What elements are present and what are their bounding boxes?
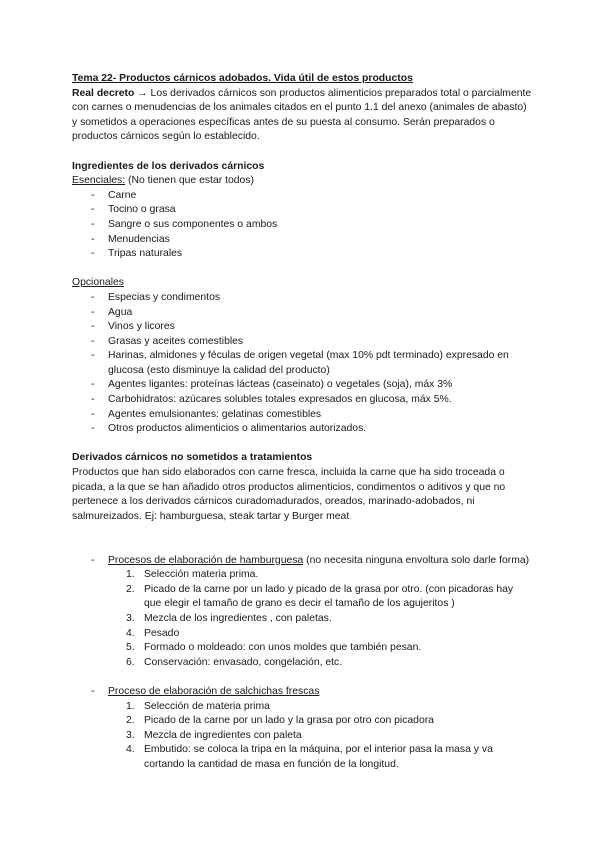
page-title: Tema 22- Productos cárnicos adobados. Vida útil de estos productos: [72, 73, 413, 84]
list-item: - Carbohidratos: azúcares solubles totales expresados en glucosa, máx 5%.: [72, 393, 532, 408]
arrow-glyph: →: [137, 87, 148, 99]
step-text: Picado de la carne por un lado y la grasa por otro con picadora: [144, 715, 434, 727]
step-number: 5.: [126, 642, 135, 654]
step-number: 4.: [126, 627, 135, 639]
list-item: - Vinos y licores: [72, 320, 532, 335]
intro-text: Los derivados cárnicos son productos alimenticios preparados total o parcialmente con carnes o menudencias de los animales citados en el punto 1.1 del anexo (animales de abasto) y sometidos a operaciones específicas antes de su puesta al consumo. Serán preparados o productos cárnicos según lo establecido.: [72, 87, 532, 143]
list-item: [72, 612, 532, 627]
intro-label: Real decreto: [72, 87, 135, 99]
essentials-label: Esenciales:: [72, 175, 126, 187]
step-number: 3.: [126, 612, 135, 624]
essentials-line: [72, 174, 532, 189]
list-item: [72, 641, 532, 656]
optional-list: [72, 291, 532, 437]
untreated-paragraph: Productos que han sido elaborados con carne fresca, incluida la carne que ha sido troceada o picada, a la que se han añadido otros productos alimenticios, condimentos o aditivos y que no pertenece a los derivados cárnicos curadomadurados, oreados, marinado-adobados, ni salmureizados. Ej: hamburguesa, steak tartar y Burger meat: [72, 467, 506, 522]
list-item: [72, 700, 532, 715]
list-item: - Grasas y aceites comestibles: [72, 335, 532, 350]
list-item: [72, 627, 532, 642]
intro-paragraph: [72, 87, 532, 145]
untreated-heading: Derivados cárnicos no sometidos a tratamientos: [72, 452, 313, 464]
sausage-process-item: [72, 685, 532, 700]
list-item: - Tocino o grasa: [72, 203, 532, 218]
sausage-steps: [72, 700, 532, 773]
list-item: [72, 568, 532, 583]
step-text: Selección de materia prima: [144, 700, 270, 712]
list-item: - Especias y condimentos: [72, 291, 532, 306]
step-number: 2.: [126, 715, 135, 727]
step-text: Conservación: envasado, congelación, etc.: [144, 656, 343, 668]
step-text: Mezcla de ingredientes con paleta: [144, 729, 302, 741]
list-item: [72, 714, 532, 729]
burger-section: [72, 554, 532, 569]
optional-label: Opcionales: [72, 277, 124, 289]
list-item: - Agentes emulsionantes: gelatinas comestibles: [72, 408, 532, 423]
list-item: [72, 583, 532, 612]
list-item: - Agua: [72, 306, 532, 321]
burger-process-item: [72, 554, 532, 569]
burger-steps: [72, 568, 532, 670]
step-text: Formado o moldeado: con unos moldes que también pesan.: [144, 642, 422, 654]
step-text: Selección materia prima.: [144, 569, 259, 581]
essentials-note: (No tienen que estar todos): [128, 175, 254, 187]
ingredients-heading: Ingredientes de los derivados cárnicos: [72, 160, 265, 172]
step-number: 6.: [126, 656, 135, 668]
step-number: 3.: [126, 729, 135, 741]
step-text: Picado de la carne por un lado y picado de la grasa por otro. (con picadoras hay que elegir el tamaño de grano es decir el tamaño de los agujeritos ): [144, 583, 514, 610]
essentials-list: [72, 189, 532, 262]
sausage-section: [72, 685, 532, 700]
sausage-process-label: Proceso de elaboración de salchichas frescas: [108, 685, 320, 697]
list-item: - Tripas naturales: [72, 247, 532, 262]
step-text: Embutido: se coloca la tripa en la máquina, por el interior pasa la masa y va cortando la cantidad de masa en función de la longitud.: [144, 744, 493, 770]
step-number: 1.: [126, 569, 135, 581]
list-item: - Sangre o sus componentes o ambos: [72, 218, 532, 233]
burger-process-label: Procesos de elaboración de hamburguesa: [108, 554, 304, 566]
step-text: Pesado: [144, 627, 180, 639]
list-item: - Agentes ligantes: proteínas lácteas (caseinato) o vegetales (soja), máx 3%: [72, 378, 532, 393]
step-number: 2.: [126, 583, 135, 595]
step-text: Mezcla de los ingredientes , con paletas.: [144, 612, 332, 624]
step-number: 4.: [126, 744, 135, 756]
document-page: [72, 72, 532, 773]
list-item: - Carne: [72, 189, 532, 204]
list-item: - Otros productos alimenticios o alimentarios autorizados.: [72, 422, 532, 437]
list-item: - Harinas, almidones y féculas de origen vegetal (max 10% pdt terminado) expresado en glucosa (esto disminuye la calidad del producto): [72, 349, 532, 378]
list-item: - Menudencias: [72, 233, 532, 248]
burger-process-note: (no necesita ninguna envoltura solo darle forma): [306, 554, 530, 566]
list-item: [72, 656, 532, 671]
list-item: [72, 743, 532, 772]
step-number: 1.: [126, 700, 135, 712]
list-item: [72, 729, 532, 744]
